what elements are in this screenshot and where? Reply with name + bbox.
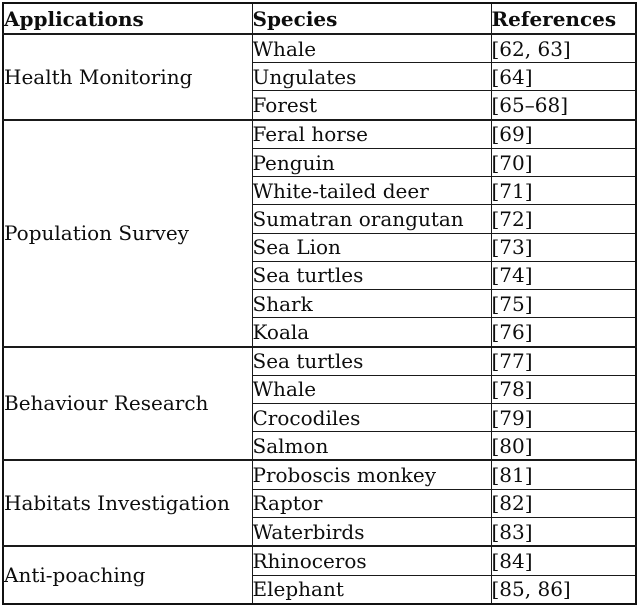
species-cell: Shark (252, 290, 491, 318)
reference-cell: [78] (491, 375, 636, 403)
application-group-cell: Anti-poaching (3, 546, 252, 604)
reference-cell: [74] (491, 261, 636, 289)
reference-cell: [65–68] (491, 91, 636, 120)
species-cell: Crocodiles (252, 403, 491, 431)
reference-cell: [81] (491, 460, 636, 489)
table-row (3, 460, 636, 489)
reference-cell: [69] (491, 120, 636, 149)
species-cell: Waterbirds (252, 517, 491, 546)
column-header-species: Species (252, 3, 491, 34)
column-header-references: References (491, 3, 636, 34)
reference-cell: [83] (491, 517, 636, 546)
reference-cell: [79] (491, 403, 636, 431)
species-cell: Forest (252, 91, 491, 120)
column-header-applications: Applications (3, 3, 252, 34)
reference-cell: [85, 86] (491, 575, 636, 604)
species-cell: Sea turtles (252, 347, 491, 376)
species-cell: Proboscis monkey (252, 460, 491, 489)
species-cell: Whale (252, 34, 491, 63)
applications-species-references-table (2, 2, 637, 605)
reference-cell: [70] (491, 149, 636, 177)
header-row (3, 3, 636, 34)
application-group-cell: Habitats Investigation (3, 460, 252, 546)
reference-cell: [76] (491, 318, 636, 347)
table-row (3, 546, 636, 575)
reference-cell: [72] (491, 205, 636, 233)
species-cell: White-tailed deer (252, 177, 491, 205)
reference-cell: [64] (491, 63, 636, 91)
species-cell: Penguin (252, 149, 491, 177)
reference-cell: [77] (491, 347, 636, 376)
reference-cell: [62, 63] (491, 34, 636, 63)
reference-cell: [71] (491, 177, 636, 205)
species-cell: Rhinoceros (252, 546, 491, 575)
application-group-cell: Behaviour Research (3, 347, 252, 461)
species-cell: Raptor (252, 489, 491, 517)
reference-cell: [75] (491, 290, 636, 318)
species-cell: Elephant (252, 575, 491, 604)
application-group-cell: Population Survey (3, 120, 252, 347)
table-row (3, 34, 636, 63)
species-cell: Whale (252, 375, 491, 403)
species-cell: Salmon (252, 432, 491, 461)
species-cell: Ungulates (252, 63, 491, 91)
species-cell: Sea turtles (252, 261, 491, 289)
reference-cell: [84] (491, 546, 636, 575)
application-group-cell: Health Monitoring (3, 34, 252, 120)
table-body (3, 34, 636, 604)
species-cell: Koala (252, 318, 491, 347)
table-row (3, 347, 636, 376)
species-cell: Sumatran orangutan (252, 205, 491, 233)
table-row (3, 120, 636, 149)
species-cell: Sea Lion (252, 233, 491, 261)
species-cell: Feral horse (252, 120, 491, 149)
reference-cell: [80] (491, 432, 636, 461)
reference-cell: [73] (491, 233, 636, 261)
reference-cell: [82] (491, 489, 636, 517)
